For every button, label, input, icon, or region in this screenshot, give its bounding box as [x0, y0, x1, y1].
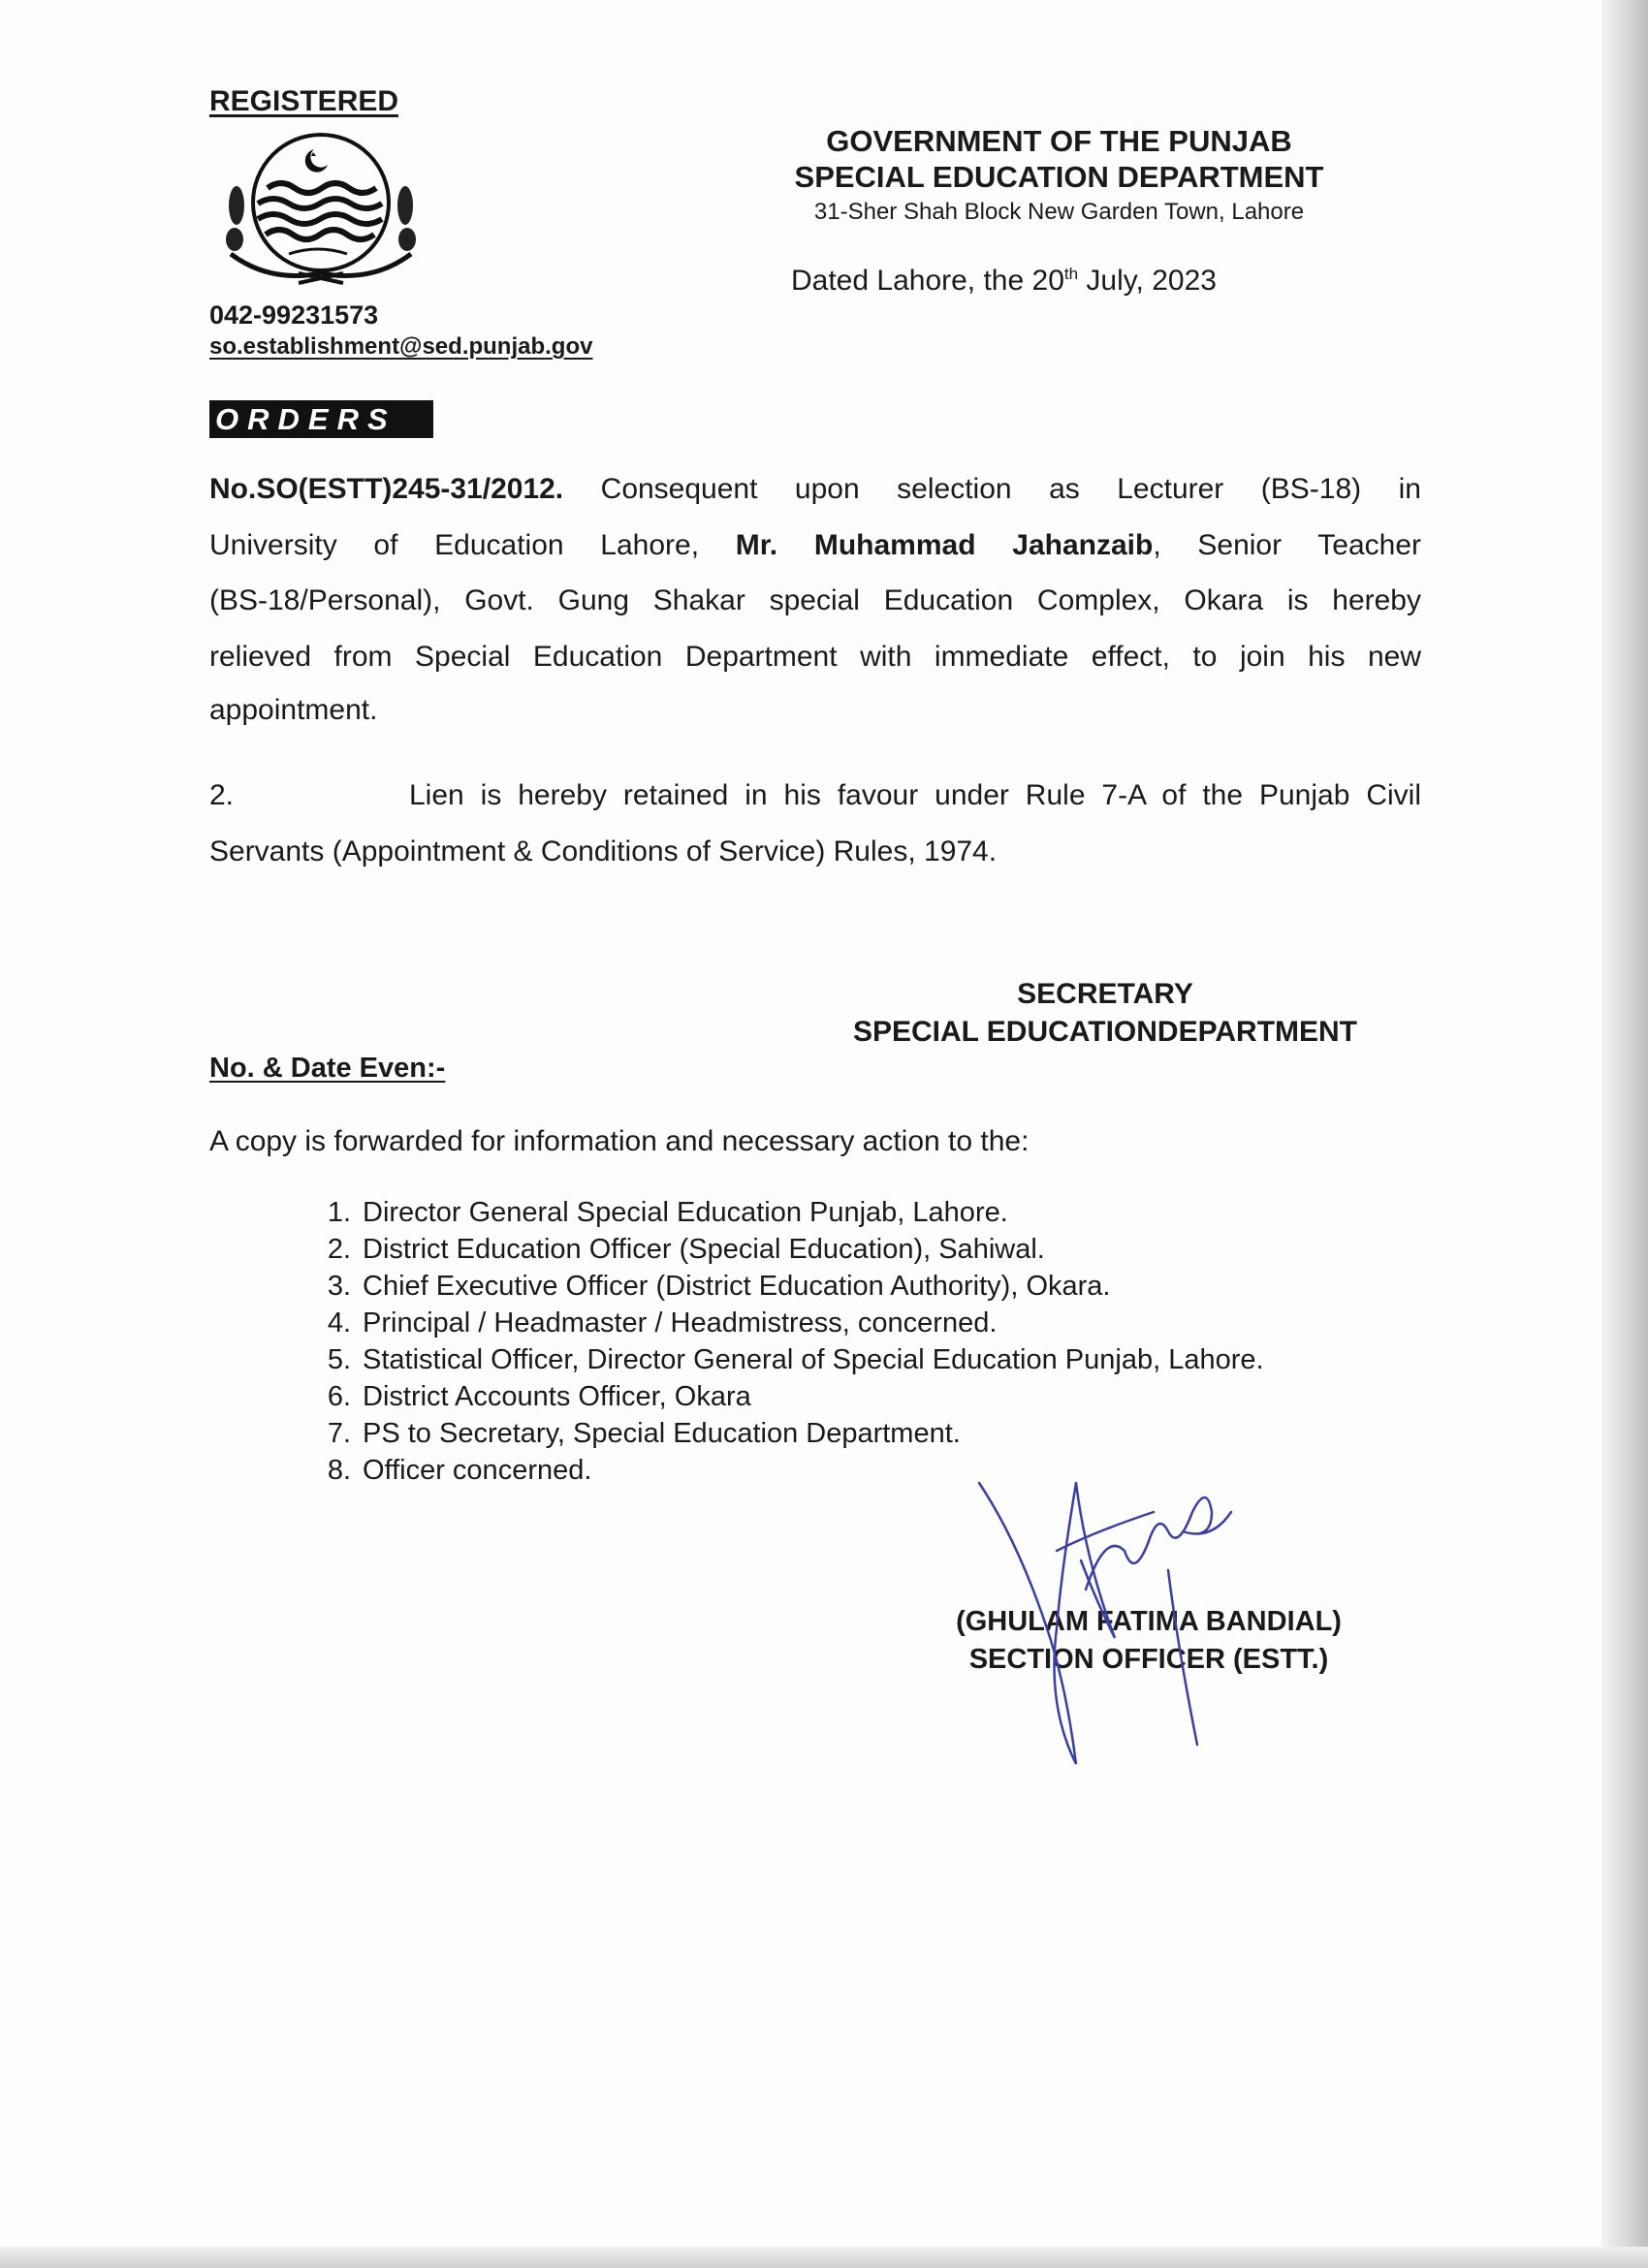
list-item: [291, 1194, 1264, 1231]
copy-heading: No. & Date Even:-: [209, 1053, 446, 1084]
government-title: GOVERNMENT OF THE PUNJAB: [826, 124, 1292, 158]
item-number: 2.: [327, 1234, 351, 1265]
punjab-emblem-logo: [221, 128, 421, 288]
order-text: Consequent upon selection as Lecturer (BS-18) in: [563, 473, 1421, 505]
list-item: [291, 1231, 1264, 1268]
order-line-4: relieved from Special Education Department with immediate effect, to join his new: [209, 641, 1421, 673]
date-suffix: July, 2023: [1078, 265, 1217, 297]
handwritten-signature: [969, 1473, 1260, 1774]
item-number: 7.: [327, 1418, 351, 1449]
item-text: Chief Executive Officer (District Education Authority), Okara.: [363, 1271, 1111, 1302]
item-text: Officer concerned.: [363, 1455, 592, 1486]
email-link[interactable]: so.establishment@sed.punjab.gov: [209, 333, 593, 360]
item-number: 8.: [327, 1455, 351, 1486]
order-line-2: [209, 529, 1421, 562]
order-line-3: (BS-18/Personal), Govt. Gung Shakar special Education Complex, Okara is hereby: [209, 584, 1421, 616]
department-address: 31-Sher Shah Block New Garden Town, Lahore: [813, 199, 1305, 225]
para2-number: 2.: [209, 779, 235, 811]
item-number: 3.: [327, 1271, 351, 1302]
signatory-name: (GHULAM FATIMA BANDIAL): [956, 1606, 1342, 1637]
scan-edge-bottom: [0, 2247, 1648, 2268]
signatory-designation: SECTION OFFICER (ESTT.): [968, 1644, 1329, 1675]
date-prefix: Dated Lahore, the 20: [791, 265, 1064, 297]
orders-label: ORDERS: [209, 400, 433, 438]
scan-edge-right: [1601, 0, 1648, 2268]
item-number: 4.: [327, 1307, 351, 1339]
phone-number: 042-99231573: [209, 300, 379, 330]
copy-intro: A copy is forwarded for information and necessary action to the:: [209, 1125, 1030, 1157]
para2-line-1: Lien is hereby retained in his favour under Rule 7-A of the Punjab Civil: [409, 779, 1421, 811]
secretary-title: SECRETARY: [1017, 978, 1193, 1010]
order-text: University of Education Lahore,: [209, 529, 736, 561]
list-item: [291, 1378, 1264, 1415]
para2-line-2: Servants (Appointment & Conditions of Service) Rules, 1974.: [209, 835, 998, 867]
item-number: 6.: [327, 1381, 351, 1412]
officer-name: Mr. Muhammad Jahanzaib: [735, 529, 1154, 561]
order-line-5: appointment.: [209, 694, 378, 726]
list-item: [291, 1341, 1264, 1378]
item-number: 1.: [327, 1197, 351, 1228]
item-number: 5.: [327, 1344, 351, 1375]
list-item: [291, 1305, 1264, 1341]
date-line: [791, 265, 1217, 298]
order-line-1: [209, 473, 1421, 506]
date-superscript: th: [1063, 265, 1079, 283]
item-text: District Education Officer (Special Education), Sahiwal.: [363, 1234, 1045, 1265]
order-text: , Senior Teacher: [1153, 529, 1421, 561]
item-text: Statistical Officer, Director General of Special Education Punjab, Lahore.: [363, 1344, 1264, 1375]
item-text: District Accounts Officer, Okara: [363, 1381, 751, 1412]
order-number: No.SO(ESTT)245-31/2012.: [209, 473, 564, 505]
item-text: Director General Special Education Punjab, Lahore.: [363, 1197, 1008, 1228]
item-text: Principal / Headmaster / Headmistress, concerned.: [363, 1307, 998, 1339]
secretary-department: SPECIAL EDUCATIONDEPARTMENT: [852, 1016, 1358, 1048]
recipient-list: [291, 1194, 1264, 1489]
list-item: [291, 1415, 1264, 1452]
registered-label: REGISTERED: [209, 85, 399, 117]
list-item: [291, 1268, 1264, 1305]
department-title: SPECIAL EDUCATION DEPARTMENT: [794, 160, 1324, 194]
item-text: PS to Secretary, Special Education Department.: [363, 1418, 961, 1449]
